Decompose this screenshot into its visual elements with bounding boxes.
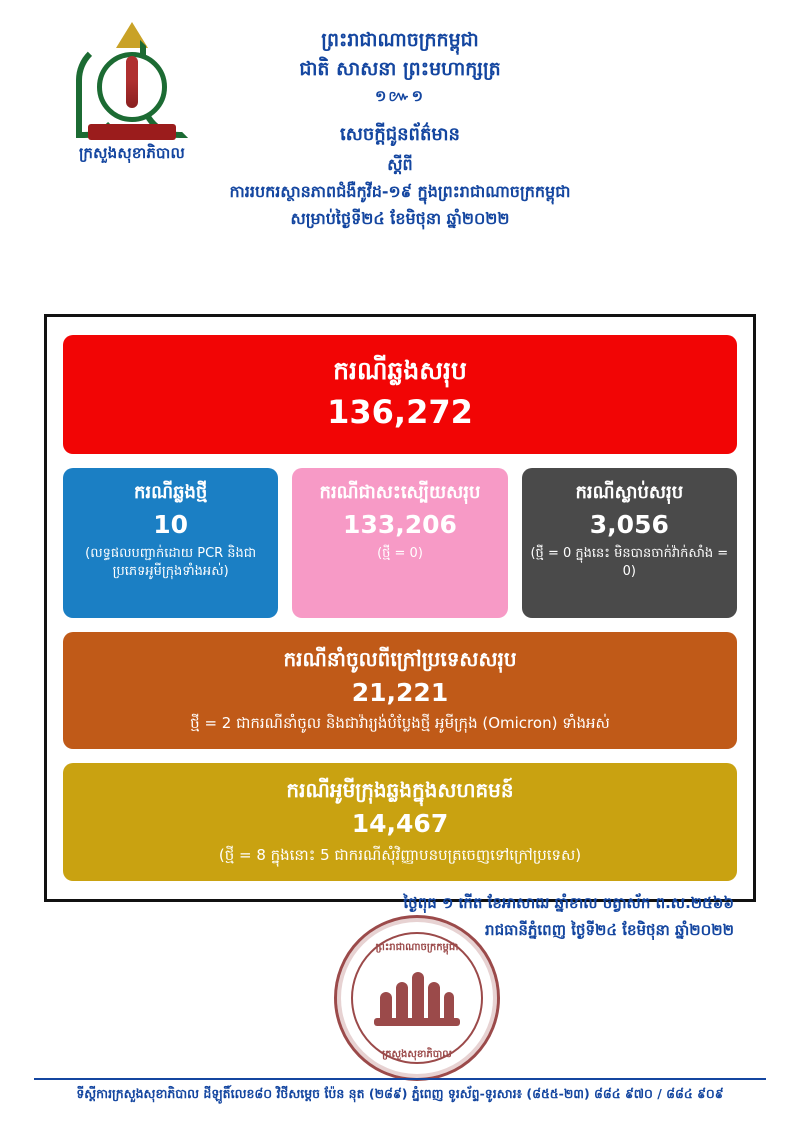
official-stamp <box>334 915 500 1081</box>
card-imported-cases <box>63 632 737 750</box>
card-omicron-community <box>63 763 737 881</box>
card-deaths-value: 3,056 <box>589 509 669 539</box>
press-title: សេចក្ដីជូនព័ត៌មាន <box>340 124 460 146</box>
statistics-box <box>44 314 756 902</box>
card-new-cases-title: ករណីឆ្លងថ្មី <box>133 481 208 503</box>
card-recovered-value: 133,206 <box>343 509 457 539</box>
card-new-cases-value: 10 <box>153 509 189 539</box>
card-imported-value: 21,221 <box>351 677 449 707</box>
press-subtitle: ស្ដីពី <box>387 154 413 174</box>
card-recovered-note: (ថ្មី = 0) <box>377 546 423 562</box>
card-total-cases <box>63 335 737 454</box>
footer-divider <box>34 1078 766 1080</box>
signoff-buddhist-date: ថ្ងៃពុធ ១ កើត ខែអាសាឍ ឆ្នាំខាល ចត្វាស័ក ព.ស.២៥៦៦ <box>403 894 734 912</box>
card-imported-title: ករណីនាំចូលពីក្រៅប្រទេសសរុប <box>283 646 517 671</box>
kingdom-line-1: ព្រះរាជាណាចក្រកម្ពុជា <box>321 29 479 51</box>
card-deaths <box>522 468 737 618</box>
stamp-temple-base <box>374 1018 460 1026</box>
card-deaths-note: (ថ្មី = 0 ក្នុងនេះ មិនបានចាក់វ៉ាក់សាំង = 0) <box>530 546 729 580</box>
kingdom-ornament: ១៚១ <box>375 86 425 105</box>
card-recovered-cases <box>292 468 507 618</box>
card-recovered-title: ករណីជាសះស្បើយសរុប <box>319 481 481 503</box>
document-header <box>0 0 800 229</box>
stamp-top-text: ព្រះរាជាណាចក្រកម្ពុជា <box>375 942 459 953</box>
snake-staff-icon <box>126 56 138 108</box>
card-deaths-title: ករណីស្លាប់សរុប <box>575 481 684 503</box>
footer-address: ទីស្តីការក្រសួងសុខាភិបាល ដីឡូតិ៍លេខ៨០ វិថីសម្តេច ប៉ែន នុត (២៨៩) ភ្នំពេញ ទូរស័ព្ទ-ទូរសារ៖ (៨៥៥-២៣) ៨៨៤ ៩៧០ / ៨៨៤ ៩០៩ <box>76 1086 724 1101</box>
card-omicron-value: 14,467 <box>351 809 449 839</box>
card-omicron-note: (ថ្មី = 8 ក្នុងនោះ 5 ជាករណីសុំវិញ្ញាបនបត្រចេញទៅក្រៅប្រទេស) <box>218 845 582 864</box>
angkor-temple-icon <box>380 970 454 1018</box>
ministry-emblem-icon <box>72 22 192 140</box>
stamp-bottom-text: ក្រសួងសុខាភិបាល <box>382 1049 452 1060</box>
ministry-emblem <box>62 22 202 166</box>
emblem-caption: ក្រសួងសុខាភិបាល <box>78 144 186 162</box>
card-omicron-title: ករណីអូមីក្រុងឆ្លងក្នុងសហគមន៍ <box>286 778 514 803</box>
press-date: សម្រាប់ថ្ងៃទី២៤ ខែមិថុនា ឆ្នាំ២០២២ <box>290 209 510 229</box>
kingdom-line-2: ជាតិ សាសនា ព្រះមហាក្សត្រ <box>299 58 501 81</box>
card-new-cases <box>63 468 278 618</box>
signoff-place-date: រាជធានីភ្នំពេញ ថ្ងៃទី២៤ ខែមិថុនា ឆ្នាំ២០២២ <box>485 921 734 939</box>
press-topic: ការរបករស្ថានភាពជំងឺកូវីដ-១៩ ក្នុងព្រះរាជាណាចក្រកម្ពុជា <box>229 181 571 201</box>
stat-card-row <box>63 468 737 618</box>
card-imported-note: ថ្មី = 2 ជាករណីនាំចូល និងជាវ៉ារ្យង់បំប្លែងថ្មី អូមីក្រុង (Omicron) ទាំងអស់ <box>190 714 610 733</box>
card-new-cases-note: (លទ្ធផលបញ្ជាក់ដោយ PCR និងជាប្រភេទអូមីក្រុងទាំងអស់) <box>85 546 257 580</box>
emblem-banner <box>88 124 176 140</box>
card-total-cases-title: ករណីឆ្លងសរុប <box>333 356 467 385</box>
card-total-cases-value: 136,272 <box>327 393 473 431</box>
